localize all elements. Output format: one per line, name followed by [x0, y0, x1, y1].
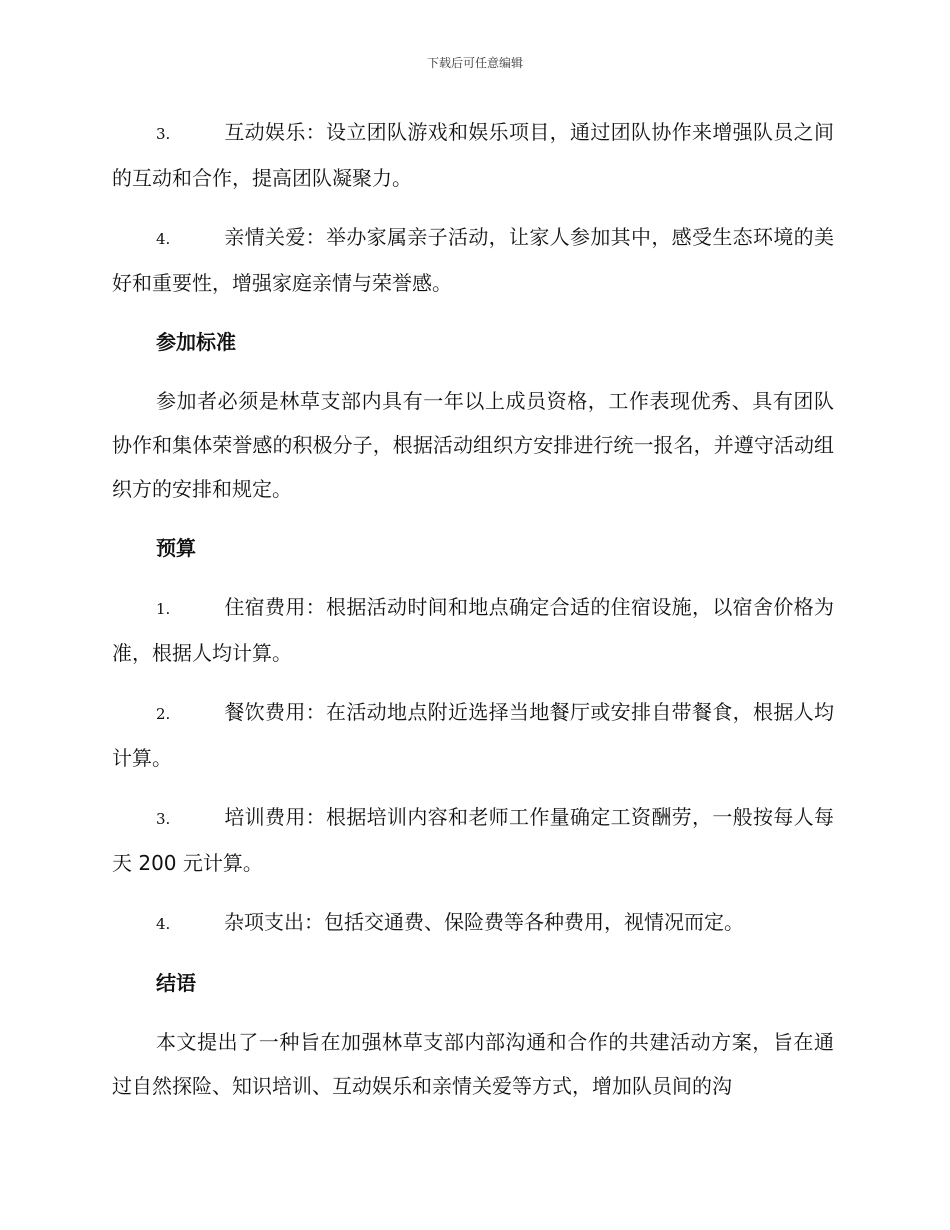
list-item-family-care	[112, 215, 834, 305]
list-item-text: 互动娱乐：设立团队游戏和娱乐项目，通过团队协作来增强队员之间的互动和合作，提高团队凝聚力。	[112, 120, 834, 190]
document-body	[112, 110, 834, 1123]
budget-item-accommodation	[112, 585, 834, 675]
list-item-text: 亲情关爱：举办家属亲子活动，让家人参加其中，感受生态环境的美好和重要性，增强家庭亲情与荣誉感。	[112, 225, 834, 295]
list-number: 3.	[156, 810, 171, 828]
list-number: 3.	[156, 125, 171, 143]
list-number: 4.	[156, 915, 171, 933]
list-item-interactive-entertainment	[112, 110, 834, 200]
list-item-text: 培训费用：根据培训内容和老师工作量确定工资酬劳，一般按每人每天 200 元计算。	[112, 805, 834, 875]
section-heading-criteria: 参加标准	[156, 330, 236, 354]
budget-item-training	[112, 795, 834, 885]
budget-item-catering	[112, 690, 834, 780]
list-number: 4.	[156, 230, 171, 248]
conclusion-paragraph: 本文提出了一种旨在加强林草支部内部沟通和合作的共建活动方案，旨在通过自然探险、知识培训、互动娱乐和亲情关爱等方式，增加队员间的沟	[112, 1030, 834, 1098]
list-item-text: 餐饮费用：在活动地点附近选择当地餐厅或安排自带餐食，根据人均计算。	[112, 700, 834, 770]
list-item-text: 住宿费用：根据活动时间和地点确定合适的住宿设施，以宿舍价格为准，根据人均计算。	[112, 595, 834, 665]
section-heading-conclusion: 结语	[156, 971, 196, 995]
budget-item-misc	[112, 900, 834, 946]
list-number: 2.	[156, 705, 171, 723]
list-number: 1.	[156, 600, 171, 618]
section-heading-budget: 预算	[156, 536, 196, 560]
list-item-text: 杂项支出：包括交通费、保险费等各种费用，视情况而定。	[224, 910, 744, 934]
page-header-note: 下载后可任意编辑	[426, 56, 523, 70]
criteria-paragraph: 参加者必须是林草支部内具有一年以上成员资格，工作表现优秀、具有团队协作和集体荣誉感的积极分子，根据活动组织方安排进行统一报名，并遵守活动组织方的安排和规定。	[112, 389, 834, 501]
